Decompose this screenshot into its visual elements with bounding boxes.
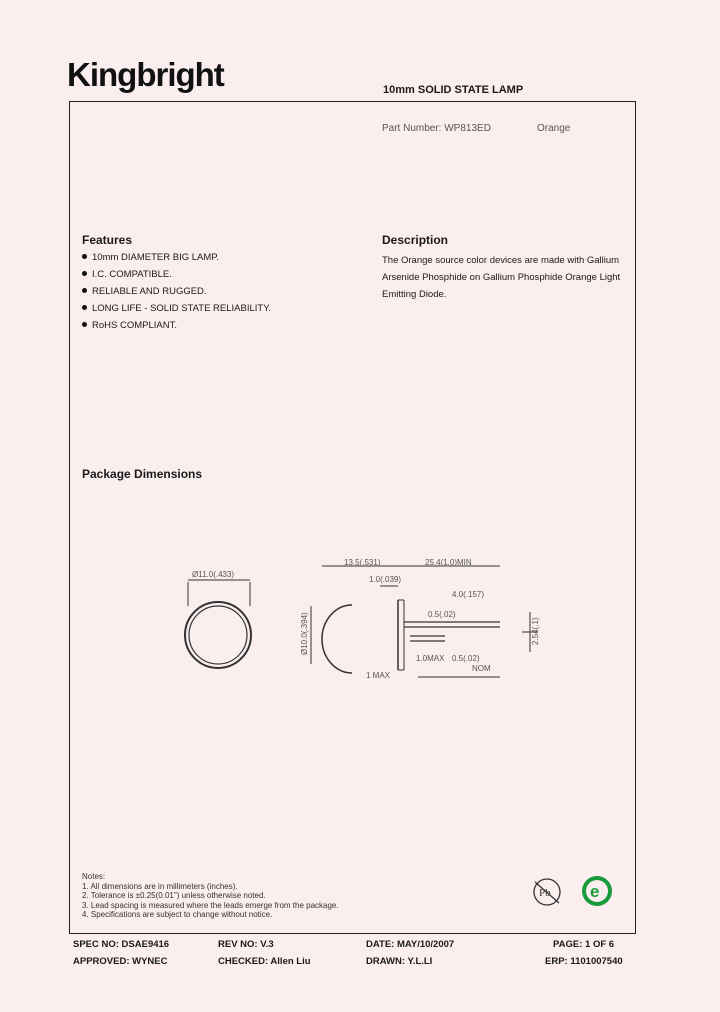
approved-by: APPROVED: WYNEC [73,956,168,967]
dim-label-lead-sq: 0.5(.02) [428,610,456,619]
brand-logo: Kingbright [67,56,224,93]
erp-number: ERP: 1101007540 [545,956,623,967]
feature-item: 10mm DIAMETER BIG LAMP. [82,252,271,269]
lamp-front-outer [185,602,251,668]
spec-no: SPEC NO: DSAE9416 [73,939,170,950]
lead-free-icon [534,879,560,905]
feature-item: RoHS COMPLIANT. [82,320,271,337]
date: DATE: MAY/10/2007 [366,939,455,950]
dim-label-nom: NOM [472,664,491,673]
description-heading: Description [382,233,449,247]
part-number: Part Number: WP813ED [382,123,491,134]
description-text: The Orange source color devices are made with Gallium Arsenide Phosphide on Gallium Phosphide Orange Light Emitting Diode. [382,255,621,300]
dim-label-max: 1.0MAX [416,654,445,663]
feature-item: RELIABLE AND RUGGED. [82,286,271,303]
page-number: PAGE: 1 OF 6 [553,939,615,950]
dim-label-lead-length: 25.4(1.0)MIN [425,558,472,567]
features-heading: Features [82,233,133,247]
drawn-by: DRAWN: Y.L.LI [366,956,433,967]
dim-label-body-length: 13.5(.531) [344,558,381,567]
checked-by: CHECKED: Allen Liu [218,956,311,967]
dim-label-pitch: 2.54(.1) [531,617,540,645]
dim-label-bottom-max: 1 MAX [366,671,391,680]
note-line: 2. Tolerance is ±0.25(0.01") unless otherwise noted. [82,891,266,900]
rohs-e-icon [582,876,612,906]
rev-no: REV NO: V.3 [218,939,274,950]
part-color: Orange [537,123,571,134]
compliance-logos [527,873,622,913]
document-title: 10mm SOLID STATE LAMP [383,84,524,96]
lamp-dome [322,605,352,673]
feature-item: LONG LIFE - SOLID STATE RELIABILITY. [82,303,271,320]
svg-text:Pb: Pb [539,887,551,899]
dim-label-top-diameter: Ø11.0(.433) [192,570,235,579]
lamp-front-inner [189,606,247,664]
notes-block [82,872,339,920]
feature-item: I.C. COMPATIBLE. [82,269,271,286]
dim-label-side-diameter: Ø10.0(.394) [300,612,309,655]
dim-label-lead-sq2: 0.5(.02) [452,654,480,663]
note-line: 1. All dimensions are in millimeters (inches). [82,881,238,891]
svg-text:e: e [590,882,600,901]
dim-label-flange: 1.0(.039) [369,575,402,584]
note-line: 3. Lead spacing is measured where the leads emerge from the package. [82,900,339,910]
package-heading: Package Dimensions [82,467,203,481]
notes-title: Notes: [82,872,106,881]
dim-label-lead-right: 4.0(.157) [452,590,485,599]
note-line: 4. Specifications are subject to change without notice. [82,910,273,919]
